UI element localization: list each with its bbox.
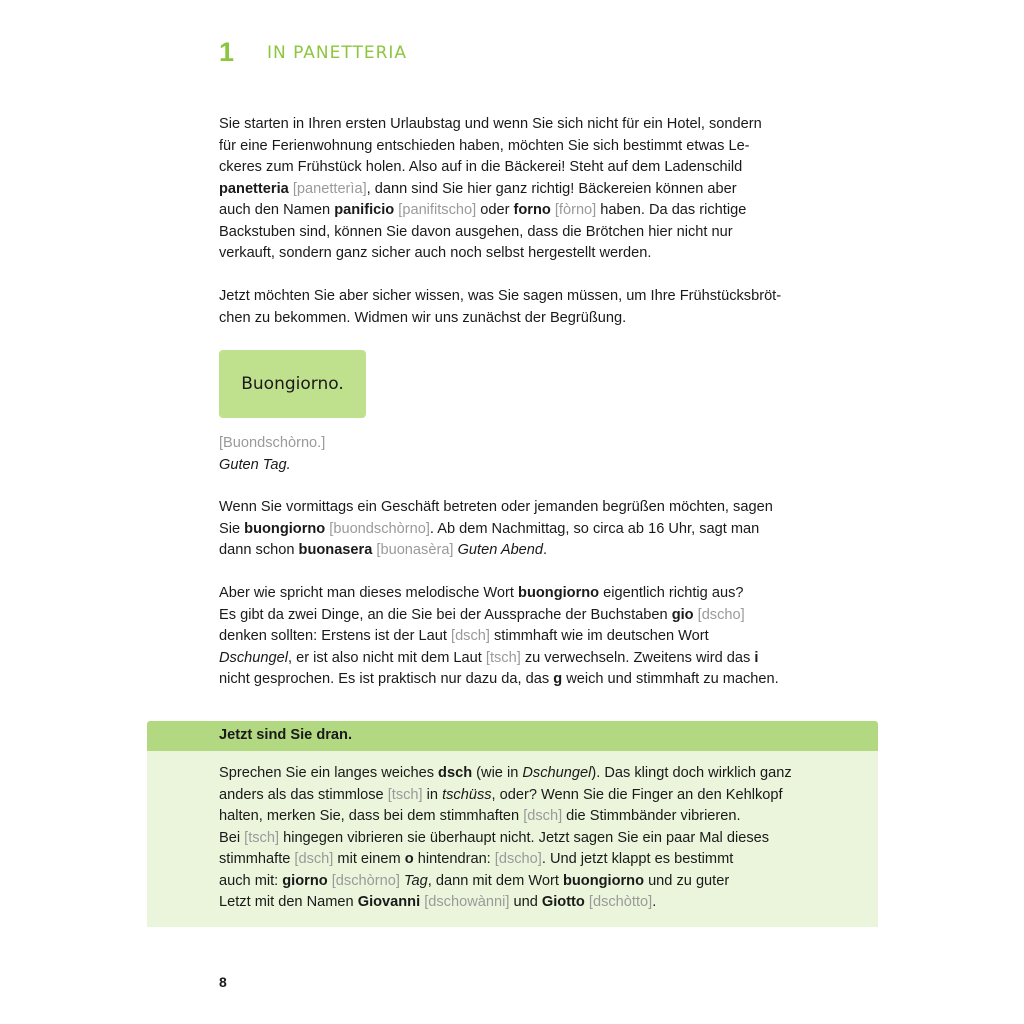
text-line	[219, 157, 819, 179]
text-segment: halten, merken Sie, dass bei dem stimmhaften	[219, 808, 524, 824]
text-segment: , er ist also nicht mit dem Laut	[287, 649, 486, 666]
pronunciation-hint: [dschòrno]	[331, 872, 400, 889]
text-segment: Letzt mit den Namen	[219, 894, 358, 910]
text-segment: anders als das stimmlose	[219, 786, 388, 803]
pronunciation-hint: [dsch]	[451, 628, 490, 644]
text-line	[219, 763, 819, 785]
text-segment: mit einem	[333, 851, 405, 867]
pronunciation-hint: [dsch]	[523, 808, 563, 824]
pronunciation-hint: [buondschòrno]	[329, 520, 430, 537]
text-line	[219, 583, 819, 605]
text-line	[219, 828, 819, 850]
page-number: 8	[219, 974, 227, 990]
text-segment: ). Das klingt doch wirklich ganz	[591, 765, 792, 781]
pronunciation-hint: [panetterìa]	[292, 180, 367, 197]
text-segment: auch den Namen	[219, 202, 335, 218]
italic-term: Guten Tag.	[219, 456, 291, 473]
text-line	[219, 669, 819, 691]
text-segment: . Und jetzt klappt es bestimmt	[541, 851, 734, 867]
text-line	[219, 540, 819, 562]
bold-term: dsch	[438, 765, 473, 781]
bold-term: Giotto	[541, 894, 585, 910]
text-line	[219, 626, 819, 648]
text-line	[219, 871, 819, 893]
text-segment: . Ab dem Nachmittag, so circa ab 16 Uhr, sagt man	[429, 520, 760, 537]
text-segment: , oder? Wenn Sie die Finger an den Kehlkopf	[491, 786, 783, 803]
text-segment: Jetzt möchten Sie aber sicher wissen, was Sie sagen müssen, um Ihre Frühstücksbröt-	[219, 288, 782, 304]
chapter-number: 1	[219, 37, 235, 67]
text-segment: und zu guter	[644, 872, 730, 889]
text-segment: , dann mit dem Wort	[427, 872, 563, 889]
text-segment: eigentlich richtig aus?	[599, 585, 744, 601]
text-segment: .	[652, 894, 657, 910]
text-segment: .	[543, 542, 548, 558]
text-segment: Bei	[219, 829, 245, 846]
text-segment: nicht gesprochen. Es ist praktisch nur dazu da, das	[219, 671, 554, 687]
pronunciation-hint: [fòrno]	[554, 202, 597, 218]
text-line	[219, 136, 819, 158]
text-segment: Sie	[219, 520, 245, 537]
text-line	[219, 243, 819, 265]
greeting-usage-paragraph	[219, 497, 819, 562]
italic-term: Tag	[403, 872, 428, 889]
text-segment: Wenn Sie vormittags ein Geschäft betreten oder jemanden begrüßen möchten, sagen	[219, 499, 773, 515]
text-line	[219, 114, 819, 136]
text-segment: hingegen vibrieren sie überhaupt nicht. Jetzt sagen Sie ein paar Mal dieses	[279, 829, 770, 846]
text-segment: weich und stimmhaft zu machen.	[562, 671, 779, 687]
bold-term: forno	[513, 202, 551, 218]
pronunciation-paragraph	[219, 583, 819, 691]
bold-term: buonasera	[298, 542, 373, 558]
text-line	[219, 849, 819, 871]
text-line	[219, 892, 819, 914]
phrase-card	[219, 350, 366, 418]
text-line	[219, 200, 819, 222]
text-line	[219, 785, 819, 807]
text-line	[219, 222, 819, 244]
text-line	[219, 648, 819, 670]
text-segment: für eine Ferienwohnung entschieden haben, möchten Sie sich bestimmt etwas Le-	[219, 137, 750, 154]
bold-term: g	[553, 671, 563, 687]
intro-paragraph	[219, 114, 819, 265]
pronunciation-hint: [tsch]	[485, 649, 521, 666]
text-segment: Sie starten in Ihren ersten Urlaubstag und wenn Sie sich nicht für ein Hotel, sondern	[219, 116, 762, 132]
pronunciation-hint: [tsch]	[387, 786, 423, 803]
text-segment: und	[509, 894, 542, 910]
text-line	[219, 179, 819, 201]
italic-term: Guten Abend	[457, 542, 544, 558]
text-line	[219, 433, 819, 455]
text-line	[219, 286, 819, 308]
text-segment: auch mit:	[219, 872, 283, 889]
bold-term: buongiorno	[244, 520, 326, 537]
text-segment: oder	[476, 202, 514, 218]
text-line	[219, 806, 819, 828]
text-segment: haben. Da das richtige	[596, 202, 747, 218]
text-segment: ckeres zum Frühstück holen. Also auf in die Bäckerei! Steht auf dem Ladenschild	[219, 159, 743, 175]
text-segment: zu verwechseln. Zweitens wird das	[520, 649, 755, 666]
text-segment: Es gibt da zwei Dinge, an die Sie bei der Aussprache der Buchstaben	[219, 606, 672, 623]
phrase-card-text: Buongiorno.	[241, 374, 344, 394]
text-line	[219, 455, 819, 477]
text-segment: chen zu bekommen. Widmen wir uns zunächst der Begrüßung.	[219, 309, 627, 326]
pronunciation-hint: [dscho]	[494, 851, 542, 867]
text-line	[219, 605, 819, 627]
exercise-heading: Jetzt sind Sie dran.	[219, 727, 352, 743]
pronunciation-hint: [dschowànni]	[424, 894, 510, 910]
italic-term: Dschungel	[219, 649, 288, 666]
text-segment: Aber wie spricht man dieses melodische Wort	[219, 585, 519, 601]
text-segment: Backstuben sind, können Sie davon ausgehen, dass die Brötchen hier nicht nur	[219, 223, 733, 240]
greeting-paragraph	[219, 286, 819, 329]
text-segment: stimmhafte	[219, 851, 295, 867]
chapter-title: IN PANETTERIA	[267, 43, 408, 63]
exercise-text	[219, 763, 819, 914]
exercise-header	[147, 721, 878, 751]
bold-term: buongiorno	[562, 872, 645, 889]
text-segment: hintendran:	[413, 851, 495, 867]
pronunciation-hint: [dscho]	[697, 606, 745, 623]
text-segment: (wie in	[472, 765, 523, 781]
pronunciation-hint: [panifitscho]	[398, 202, 477, 218]
pronunciation-hint: [tsch]	[244, 829, 280, 846]
bold-term: buongiorno	[518, 585, 600, 601]
bold-term: gio	[671, 606, 694, 623]
text-segment: die Stimmbänder vibrieren.	[562, 808, 741, 824]
pronunciation-hint: [dsch]	[294, 851, 334, 867]
text-segment: verkauft, sondern ganz sicher auch noch selbst hergestellt werden.	[219, 245, 652, 261]
pronunciation-block	[219, 433, 819, 476]
text-segment: , dann sind Sie hier ganz richtig! Bäckereien können aber	[366, 180, 737, 197]
text-segment: denken sollten: Erstens ist der Laut	[219, 628, 452, 644]
bold-term: i	[754, 649, 759, 666]
italic-term: tschüss	[442, 786, 492, 803]
bold-term: o	[404, 851, 414, 867]
bold-term: Giovanni	[357, 894, 421, 910]
italic-term: Dschungel	[522, 765, 592, 781]
text-segment: in	[422, 786, 443, 803]
pronunciation-hint: [buonasèra]	[376, 542, 454, 558]
text-segment: stimmhaft wie im deutschen Wort	[489, 628, 709, 644]
bold-term: panetteria	[219, 180, 289, 197]
pronunciation-hint: [dschòtto]	[588, 894, 653, 910]
text-segment: dann schon	[219, 542, 299, 558]
pronunciation-hint: [Buondschòrno.]	[219, 435, 326, 451]
text-line	[219, 308, 819, 330]
bold-term: panificio	[334, 202, 395, 218]
text-line	[219, 519, 819, 541]
text-segment: Sprechen Sie ein langes weiches	[219, 765, 439, 781]
bold-term: giorno	[282, 872, 328, 889]
text-line	[219, 497, 819, 519]
